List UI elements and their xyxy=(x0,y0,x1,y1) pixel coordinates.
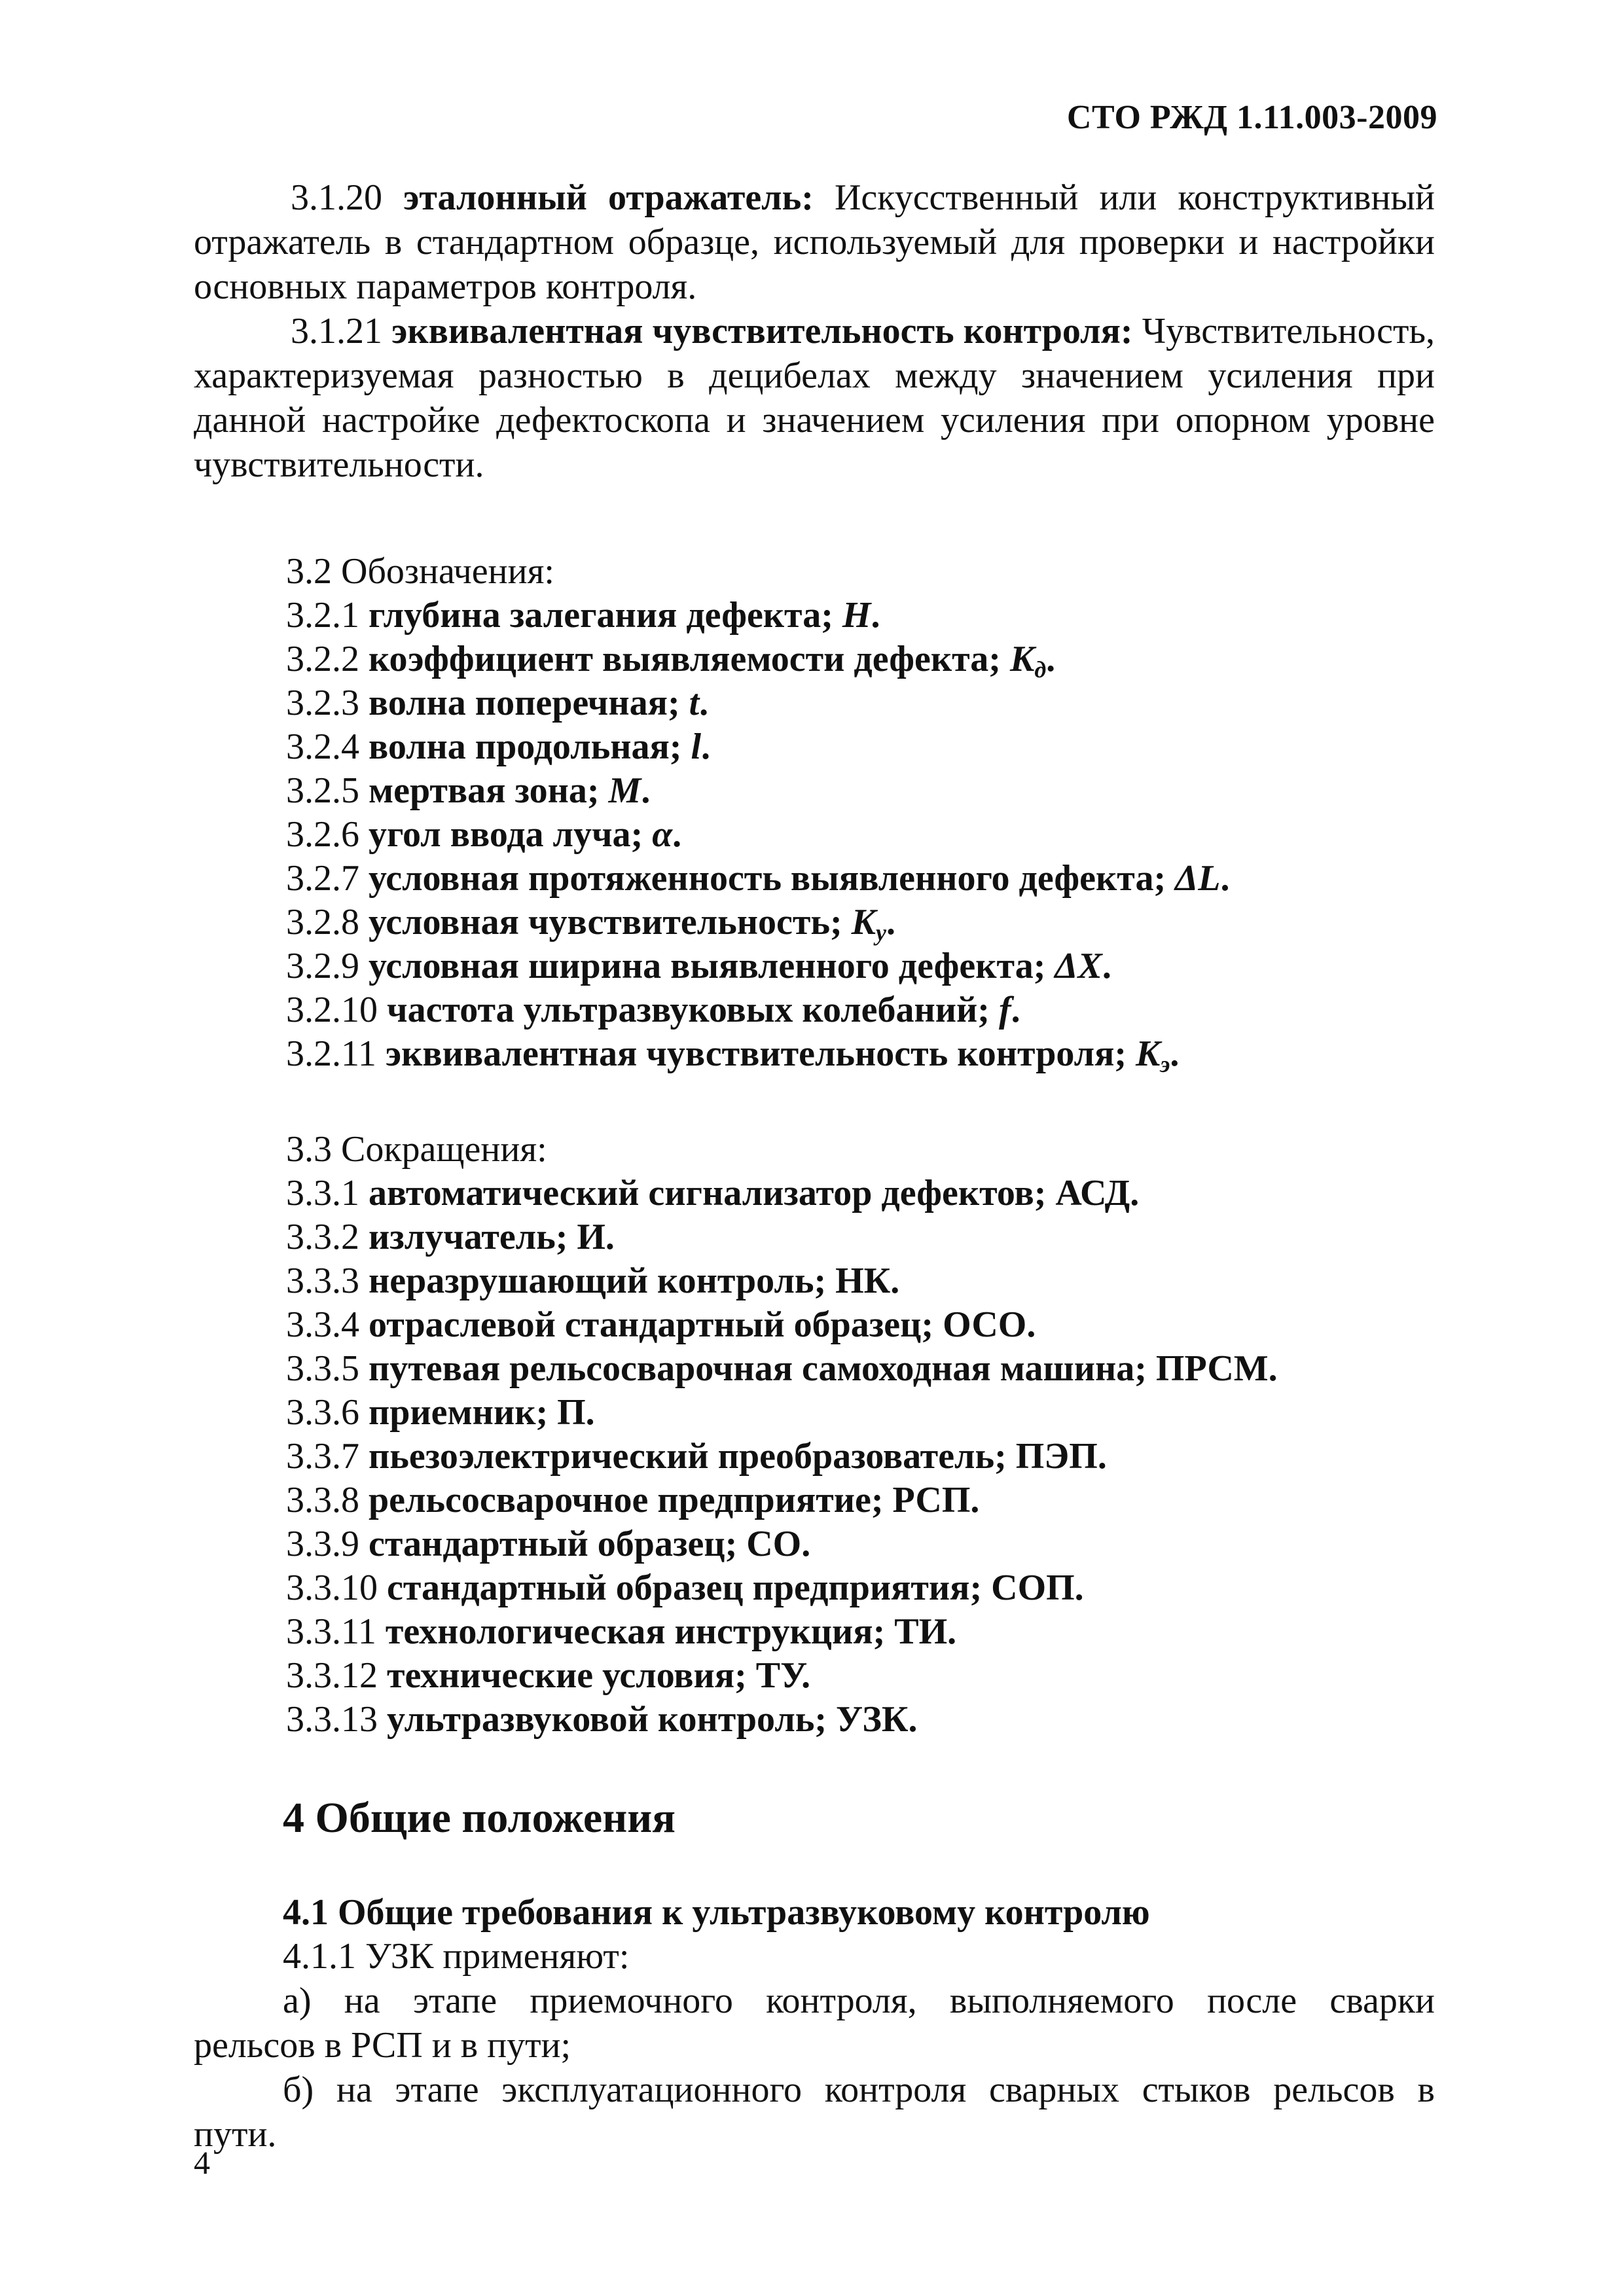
list-item: 3.3.8 рельсосварочное предприятие; РСП. xyxy=(286,1480,980,1520)
body-line: а) на этапе приемочного контроля, выполняемого после сварки xyxy=(283,1981,1435,2021)
term-name: эквивалентная чувствительность контроля: xyxy=(391,311,1133,351)
list-item: 3.3.10 стандартный образец предприятия; СОП. xyxy=(286,1568,1084,1608)
page-number: 4 xyxy=(194,2144,210,2181)
term-number: 3.1.20 xyxy=(291,177,382,218)
body-line: 4.1.1 УЗК применяют: xyxy=(283,1936,630,1977)
list-item: 3.2.1 глубина залегания дефекта; H. xyxy=(286,595,880,636)
list-item: 3.3.3 неразрушающий контроль; НК. xyxy=(286,1261,900,1301)
term-paragraph xyxy=(194,309,1435,487)
list-item: 3.3.13 ультразвуковой контроль; УЗК. xyxy=(286,1699,918,1740)
list-item: 3.2.11 эквивалентная чувствительность контроля; $K_э$. xyxy=(286,1033,1180,1077)
list-item: 3.3.9 стандартный образец; СО. xyxy=(286,1524,811,1564)
list-item: 3.3.1 автоматический сигнализатор дефектов; АСД. xyxy=(286,1173,1140,1213)
subsection-heading: 4.1 Общие требования к ультразвуковому контролю xyxy=(283,1892,1150,1933)
body-line: рельсов в РСП и в пути; xyxy=(194,2025,571,2066)
list-item: 3.2.2 коэффициент выявляемости дефекта; $K_д$. xyxy=(286,639,1056,683)
abbreviations-list xyxy=(286,1128,1278,1742)
list-item: 3.3.11 технологическая инструкция; ТИ. xyxy=(286,1611,957,1652)
abbreviations-heading: 3.3 Сокращения: xyxy=(286,1129,547,1170)
section-heading: 4 Общие положения xyxy=(283,1794,676,1842)
list-item: 3.2.7 условная протяженность выявленного дефекта; ΔL. xyxy=(286,858,1230,899)
list-item: 3.2.10 частота ультразвуковых колебаний; f. xyxy=(286,990,1020,1030)
term-definition: Чувствительность, характеризуемая разностью в децибелах между значением усиления при данной настройке дефектоскопа и значением усиления при опорном уровне чувствительности. xyxy=(194,311,1435,485)
body-line: б) на этапе эксплуатационного контроля сварных стыков рельсов в xyxy=(283,2070,1435,2110)
term-name: эталонный отражатель: xyxy=(403,177,814,218)
term-definition: Искусственный или конструктивный отражатель в стандартном образце, используемый для проверки и настройки основных параметров контроля. xyxy=(194,177,1435,307)
list-item: 3.3.2 излучатель; И. xyxy=(286,1217,615,1257)
list-item: 3.3.5 путевая рельсосварочная самоходная машина; ПРСМ. xyxy=(286,1348,1278,1389)
designations-heading: 3.2 Обозначения: xyxy=(286,551,554,592)
document-code: СТО РЖД 1.11.003-2009 xyxy=(1066,99,1437,136)
term-number: 3.1.21 xyxy=(291,311,382,351)
list-item: 3.3.4 отраслевой стандартный образец; ОСО. xyxy=(286,1304,1036,1345)
list-item: 3.3.6 приемник; П. xyxy=(286,1392,595,1433)
list-item: 3.3.7 пьезоэлектрический преобразователь; ПЭП. xyxy=(286,1436,1107,1477)
list-item: 3.2.4 волна продольная; l. xyxy=(286,726,710,767)
designations-list xyxy=(286,550,1229,1076)
list-item: 3.3.12 технические условия; ТУ. xyxy=(286,1655,811,1696)
list-item: 3.2.6 угол ввода луча; α. xyxy=(286,814,682,855)
list-item: 3.2.3 волна поперечная; t. xyxy=(286,683,709,723)
list-item: 3.2.8 условная чувствительность; $K_у$. xyxy=(286,902,895,946)
body-line: пути. xyxy=(194,2114,277,2155)
list-item: 3.2.5 мертвая зона; M. xyxy=(286,770,651,811)
term-paragraph xyxy=(194,175,1435,309)
list-item: 3.2.9 условная ширина выявленного дефекта; ΔX. xyxy=(286,946,1111,986)
